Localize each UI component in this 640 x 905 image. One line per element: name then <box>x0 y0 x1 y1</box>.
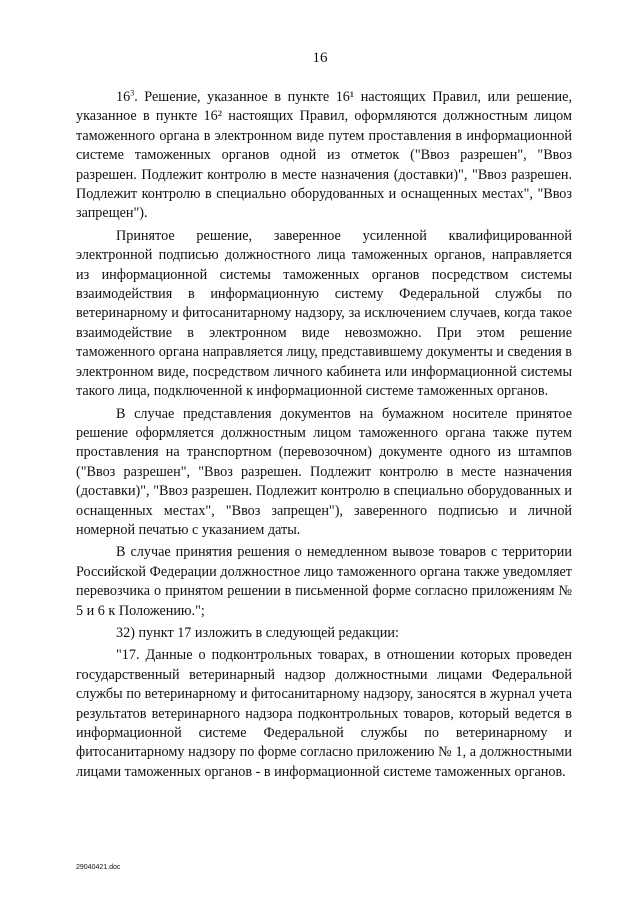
paragraph-immediate-export: В случае принятия решения о немедленном вывозе товаров с территории Российской Федерации должностное лицо таможенного органа также уведомляет перевозчика о принятом решении в письменной форме согласно приложениям № 5 и 6 к Положению."; <box>76 544 572 619</box>
document-body <box>76 88 572 785</box>
paragraph-17: "17. Данные о подконтрольных товарах, в отношении которых проведен государственный ветеринарный надзор должностными лицами Федеральной службы по ветеринарному и фитосанитарному надзору, заносятся в журнал учета результатов ветеринарного надзора подконтрольных товаров, который ведется в информационной системе Федеральной службы по ветеринарному и фитосанитарному надзору по форме согласно приложению № 1, а должностными лицами таможенных органов - в информационной системе таможенных органов. <box>76 647 572 780</box>
paragraph-item-32: 32) пункт 17 изложить в следующей редакции: <box>116 624 399 641</box>
paragraph-text: . Решение, указанное в пункте 16¹ настоящих Правил, или решение, указанное в пункте 16² настоящих Правил, оформляются должностным лицом таможенного органа в электронном виде путем проставления в информационной системе таможенных органов одной из отметок ("Ввоз разрешен", "Ввоз разрешен. Подлежит контролю в месте назначения (доставки)", "Ввоз разрешен. Подлежит контролю в специально оборудованных и оснащенных местах", "Ввоз запрещен"). <box>76 89 572 222</box>
paragraph-prefix: 16 <box>116 89 131 105</box>
page-number: 16 <box>312 50 328 66</box>
superscript: 3 <box>130 88 135 98</box>
document-filename: 29040421.doc <box>76 864 121 871</box>
paragraph-16-3 <box>76 88 572 224</box>
paragraph-decision-sent: Принятое решение, заверенное усиленной квалифицированной электронной подписью должностного лица таможенных органов, направляется из информационной системы таможенных органов посредством системы взаимодействия в информационную систему Федеральной службы по ветеринарному и фитосанитарному надзору, за исключением случаев, когда такое взаимодействие в электронном виде невозможно. При этом решение таможенного органа направляется лицу, представившему документы и сведения в электронном виде, посредством личного кабинета или информационной системы такого лица, подключенной к информационной системе таможенных органов. <box>76 227 572 400</box>
paragraph-paper-documents: В случае представления документов на бумажном носителе принятое решение оформляется должностным лицом таможенного органа также путем проставления на транспортном (перевозочном) документе одного из штампов ("Ввоз разрешен", "Ввоз разрешен. Подлежит контролю в месте назначения (доставки)", "Ввоз разрешен. Подлежит контролю в специально оборудованных и оснащенных местах", "Ввоз запрещен"), заверенного подписью и личной номерной печатью с указанием даты. <box>76 405 572 538</box>
